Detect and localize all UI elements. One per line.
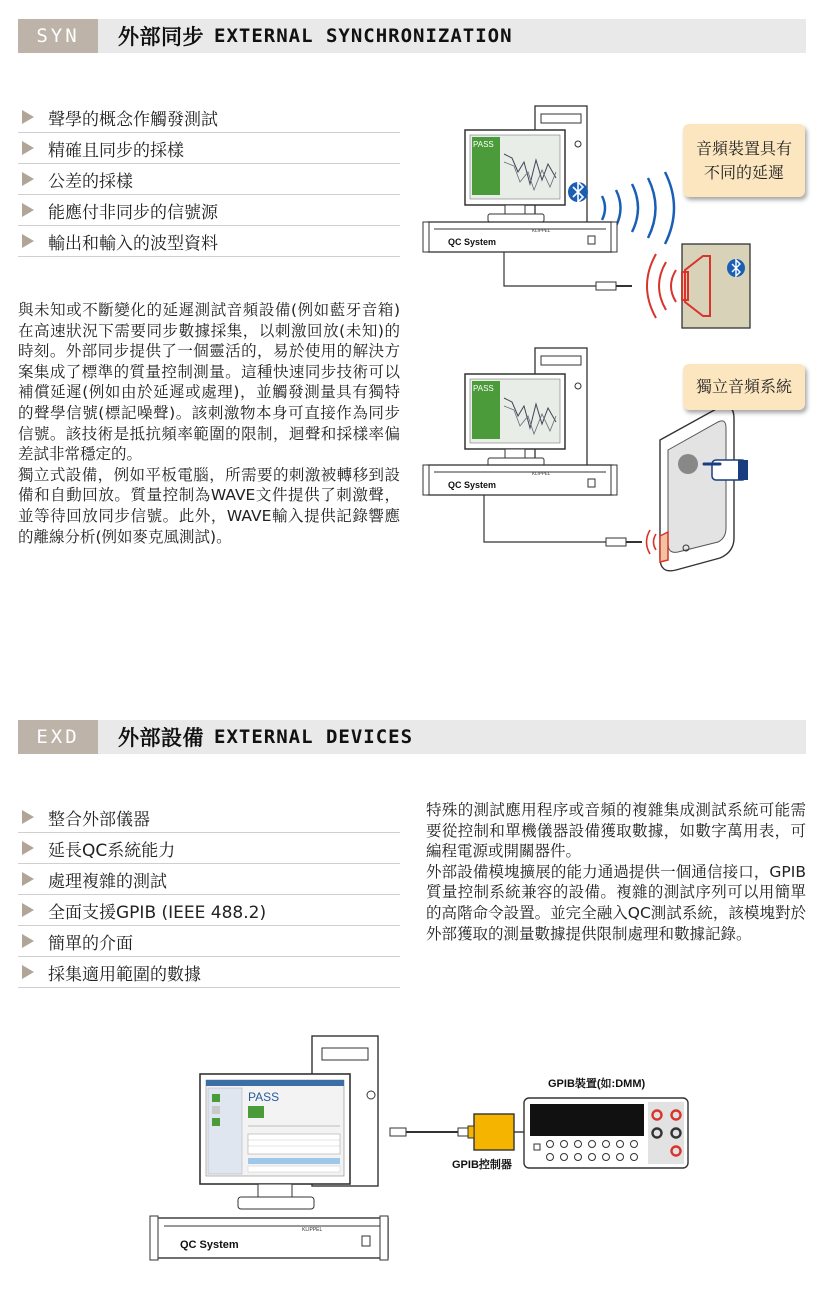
brand-label: KLIPPEL (532, 228, 551, 233)
list-item: 全面支援GPIB (IEEE 488.2) (18, 895, 400, 926)
gpib-controller-label: GPIB控制器 (452, 1159, 512, 1171)
exd-code: EXD (18, 720, 98, 754)
syn-paragraph-2: 獨立式設備，例如平板電腦，所需要的刺激被轉移到設備和自動回放。質量控制為WAVE文件提供了刺激聲，並等待回放同步信號。此外，WAVE輸入提供記錄響應的離線分析(例如麥克風測試)。 (18, 465, 400, 546)
list-item: 簡單的介面 (18, 926, 400, 957)
triangle-bullet-icon (22, 810, 34, 824)
list-item: 輸出和輸入的波型資料 (18, 226, 400, 257)
qc-system-rack (423, 222, 617, 252)
gpib-cable (390, 1128, 468, 1136)
triangle-bullet-icon (22, 110, 34, 124)
list-item: 處理複雜的測試 (18, 864, 400, 895)
syn-title-en: EXTERNAL SYNCHRONIZATION (214, 25, 513, 47)
exd-title-en: EXTERNAL DEVICES (214, 726, 414, 748)
triangle-bullet-icon (22, 203, 34, 217)
triangle-bullet-icon (22, 141, 34, 155)
syn-bullet-list (18, 102, 400, 257)
triangle-bullet-icon (22, 934, 34, 948)
exd-paragraph-1: 特殊的測試應用程序或音頻的複雜集成測試系統可能需要從控制和單機儀器設備獲取數據，如數字萬用表，可編程電源或開關器件。 (426, 801, 806, 861)
list-item: 整合外部儀器 (18, 802, 400, 833)
qc-system-label: QC System (180, 1239, 239, 1251)
triangle-bullet-icon (22, 872, 34, 886)
qc-system-label: QC System (448, 480, 497, 490)
qc-system-label: QC System (448, 237, 497, 247)
triangle-bullet-icon (22, 965, 34, 979)
exd-description (426, 800, 806, 944)
exd-paragraph-2: 外部設備模塊擴展的能力通過提供一個通信接口，GPIB質量控制系統兼容的設備。複雜的測試序列可以用簡單的高階命令設置。並完全融入QC測試系統，該模塊對於外部獲取的測量數據提供限制處理和數據記錄。 (426, 862, 806, 943)
computer-icon (465, 106, 587, 226)
exd-header (18, 720, 806, 754)
syn-header (18, 19, 806, 53)
pass-label: PASS (473, 384, 494, 393)
triangle-bullet-icon (22, 172, 34, 186)
exd-bullet-list (18, 802, 400, 988)
list-item: 能應付非同步的信號源 (18, 195, 400, 226)
brand-label: KLIPPEL (302, 1227, 323, 1233)
gpib-controller (468, 1114, 514, 1150)
speaker-icon (682, 244, 750, 328)
list-item: 公差的採樣 (18, 164, 400, 195)
list-item: 延長QC系統能力 (18, 833, 400, 864)
pass-label: PASS (248, 1090, 280, 1104)
bluetooth-icon (568, 182, 588, 202)
triangle-bullet-icon (22, 903, 34, 917)
triangle-bullet-icon (22, 234, 34, 248)
list-item: 精確且同步的採樣 (18, 133, 400, 164)
list-item: 聲學的概念作觸發測試 (18, 102, 400, 133)
speaker-sound-waves (647, 254, 676, 318)
exd-title-zh: 外部設備 (118, 726, 204, 750)
exd-title (118, 720, 413, 754)
syn-title (118, 19, 513, 53)
tablet-icon (660, 406, 734, 570)
standalone-audio-callout: 獨立音頻系統 (683, 364, 805, 410)
qc-system-rack (150, 1216, 388, 1260)
computer-icon (200, 1036, 378, 1209)
exd-diagram (140, 1030, 700, 1270)
brand-label: KLIPPEL (532, 471, 551, 476)
syn-title-zh: 外部同步 (118, 25, 204, 49)
triangle-bullet-icon (22, 841, 34, 855)
qc-system-rack (423, 465, 617, 495)
syn-paragraph-1: 與未知或不斷變化的延遲測試音頻設備(例如藍牙音箱)在高速狀況下需要同步數據採集，以刺激回放(未知)的時刻。外部同步提供了一個靈活的，易於使用的解決方案集成了標準的質量控制測量。這種快速同步技術可以補償延遲(例如由於延遲或處理)，並觸發測量具有獨特的聲學信號(標記噪聲)。該刺激物本身可直接作為同步信號。該技術是抵抗頻率範圍的限制，迴聲和採樣率偏差試非常穩定的。 (18, 301, 400, 464)
syn-description (18, 300, 400, 547)
bt-latency-callout: 音頻裝置具有 不同的延遲 (683, 124, 805, 197)
dmm-instrument (524, 1098, 688, 1168)
computer-icon (465, 348, 587, 468)
pass-label: PASS (473, 140, 494, 149)
gpib-device-label: GPIB裝置(如:DMM) (548, 1078, 646, 1090)
syn-code: SYN (18, 19, 98, 53)
tablet-sound-waves (647, 530, 657, 554)
list-item: 採集適用範圍的數據 (18, 957, 400, 988)
